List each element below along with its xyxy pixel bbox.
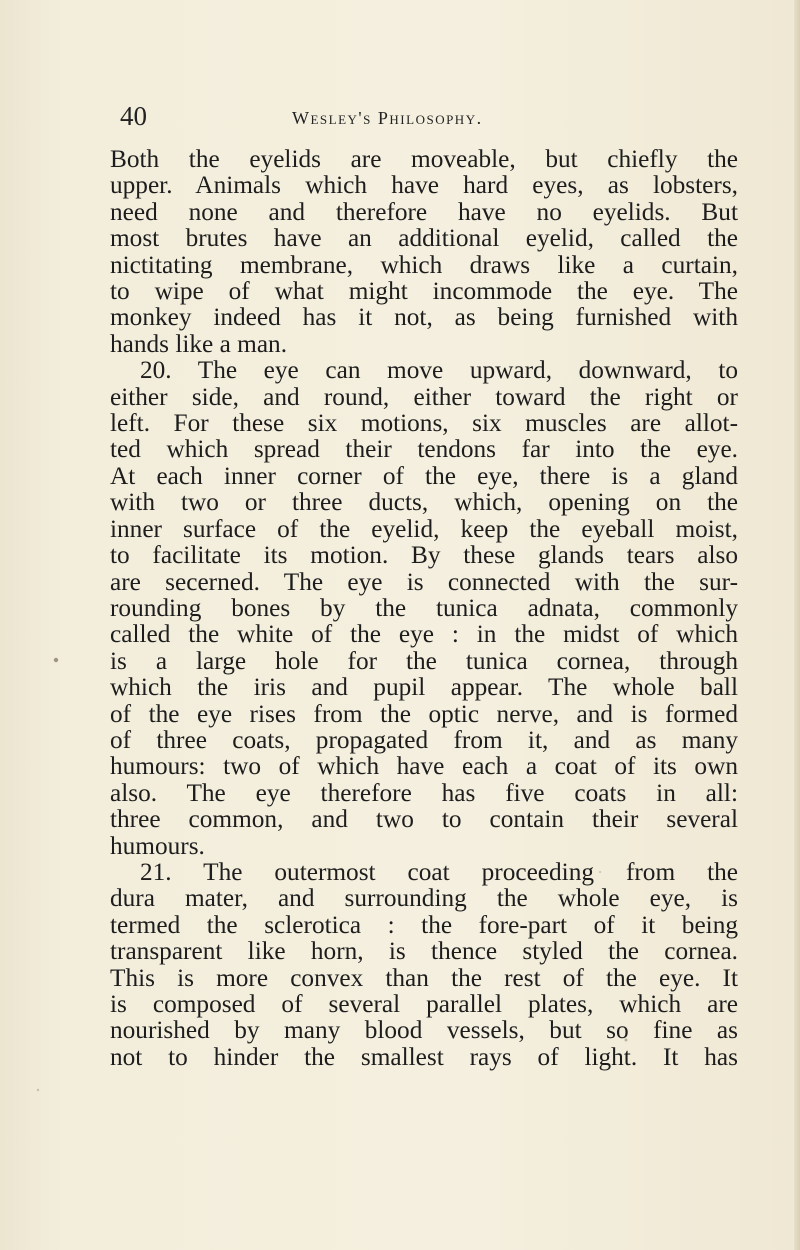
text-line: humours. (110, 831, 205, 860)
text-line: inner surface of the eyelid, keep the eyeball moist, (110, 514, 738, 543)
text-line: not to hinder the smallest rays of light. It has (110, 1042, 738, 1071)
text-line: termed the sclerotica : the fore-part of it being (110, 910, 738, 939)
text-line: rounding bones by the tunica adnata, commonly (110, 593, 738, 622)
text-line: Both the eyelids are moveable, but chiefly the (110, 145, 738, 173)
text-line: upper. Animals which have hard eyes, as lobsters, (110, 171, 738, 200)
text-line: which the iris and pupil appear. The whole ball (110, 673, 738, 702)
text-line: to wipe of what might incommode the eye. The (110, 277, 738, 306)
text-line: hands like a man. (110, 329, 288, 358)
text-line: either side, and round, either toward the right or (110, 382, 738, 411)
text-line: At each inner corner of the eye, there is a gland (110, 461, 738, 490)
page-edge (794, 0, 800, 1250)
text-line: of three coats, propagated from it, and as many (110, 725, 738, 754)
text-line: need none and therefore have no eyelids. But (110, 197, 738, 226)
text-line: of the eye rises from the optic nerve, and is formed (110, 699, 738, 728)
paper-speck (54, 658, 58, 662)
text-line: left. For these six motions, six muscles are allot- (110, 409, 738, 438)
paragraph-20 (110, 357, 738, 859)
text-line: transparent like horn, is thence styled the cornea. (110, 937, 738, 966)
page-header (120, 96, 740, 136)
text-line: dura mater, and surrounding the whole eye, is (110, 884, 738, 913)
text-line: are secerned. The eye is connected with the sur- (110, 567, 738, 596)
page-number: 40 (120, 101, 147, 131)
text-line: is a large hole for the tunica cornea, through (110, 646, 738, 675)
text-line: nictitating membrane, which draws like a curtain, (110, 250, 738, 279)
text-line: 21. The outermost coat proceeding from the (140, 857, 738, 886)
body-text (110, 146, 738, 1070)
text-line: is composed of several parallel plates, which are (110, 990, 738, 1018)
text-line: with two or three ducts, which, opening on the (110, 488, 738, 517)
text-line: monkey indeed has it not, as being furnished with (110, 303, 738, 332)
text-line: This is more convex than the rest of the eye. It (110, 963, 738, 992)
text-line: humours: two of which have each a coat of its own (110, 752, 738, 781)
text-line: to facilitate its motion. By these glands tears also (110, 541, 738, 570)
paper-speck (37, 1089, 39, 1091)
text-line: nourished by many blood vessels, but so fine as (110, 1016, 738, 1045)
text-line: ted which spread their tendons far into the eye. (110, 435, 738, 464)
text-line: also. The eye therefore has five coats in all: (110, 778, 738, 807)
paragraph-eyelids (110, 146, 738, 357)
text-line: called the white of the eye : in the midst of which (110, 620, 738, 649)
text-line: most brutes have an additional eyelid, called the (110, 224, 738, 253)
text-line: three common, and two to contain their several (110, 805, 738, 834)
running-head: Wesley's Philosophy. (292, 108, 483, 128)
paragraph-21 (110, 859, 738, 1070)
text-line: 20. The eye can move upward, downward, to (140, 356, 738, 385)
